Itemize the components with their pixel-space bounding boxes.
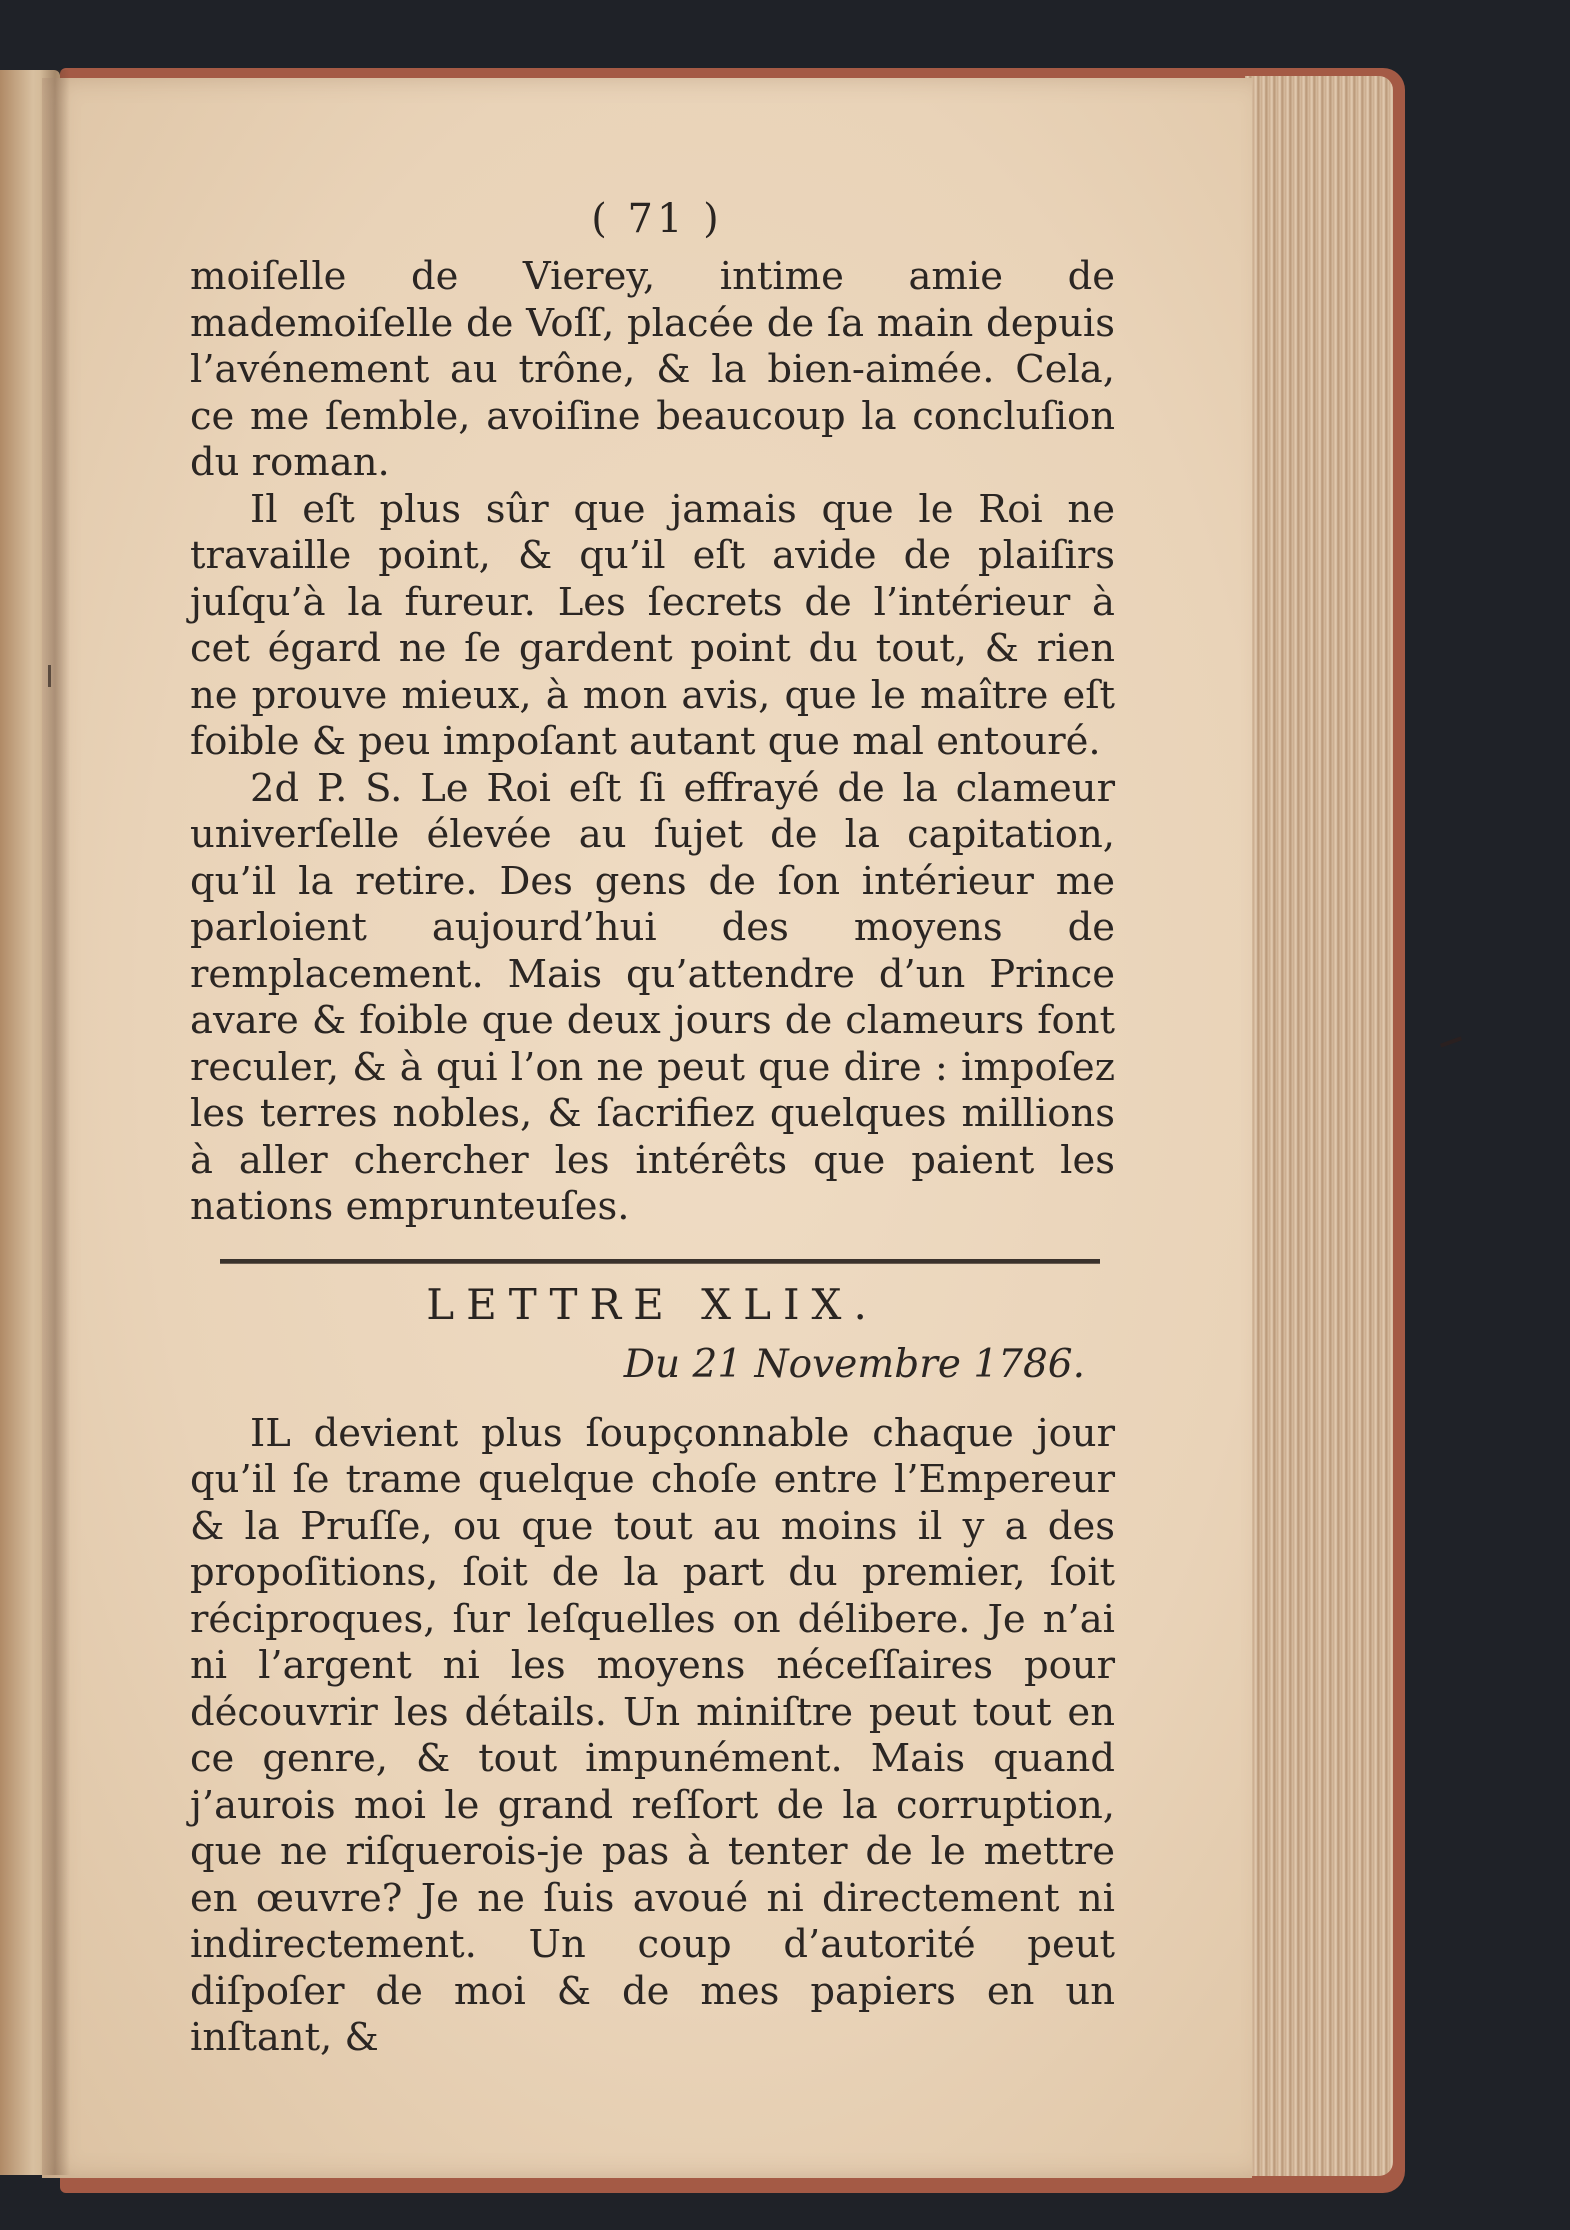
margin-mark: [48, 665, 51, 687]
paragraph-postscript: 2d P. S. Le Roi eſt ſi effrayé de la clameur univerſelle élevée au ſujet de la capitation, qu’il la retire. Des gens de ſon intérieur me parloient aujourd’hui des moyens de remplacement. Mais qu’attendre d’un Prince avare & foible que deux jours de clameurs font reculer, & à qui l’on ne peut que dire : impoſez les terres nobles, & ſacrifiez quelques millions à aller chercher les intérêts que paient les nations emprunteuſes.: [190, 765, 1115, 1229]
edge-mark: [1440, 1036, 1462, 1047]
letter-heading: LETTRE XLIX.: [426, 1279, 879, 1329]
paragraph-continued: moiſelle de Vierey, intime amie de mademoiſelle de Voſſ, placée de ſa main depuis l’avénement au trône, & la bien-aimée. Cela, ce me ſemble, avoiſine beaucoup la concluſion du roman.: [190, 254, 1115, 485]
letter-body: IL devient plus ſoupçonnable chaque jour qu’il ſe trame quelque choſe entre l’Empereur & la Pruſſe, ou que tout au moins il y a des propoſitions, ſoit de la part du premier, ſoit réciproques, ſur leſquelles on délibere. Je n’ai ni l’argent ni les moyens néceſſaires pour découvrir les détails. Un miniſtre peut tout en ce genre, & tout impunément. Mais quand j’aurois moi le grand reſſort de la corruption, que ne riſquerois-je pas à tenter de le mettre en œuvre? Je ne ſuis avoué ni directement ni indirectement. Un coup d’autorité peut diſpoſer de moi & de mes papiers en un inſtant, &: [190, 1410, 1115, 2060]
paragraph-roi: Il eſt plus sûr que jamais que le Roi ne travaille point, & qu’il eſt avide de plaiſirs juſqu’à la fureur. Les ſecrets de l’intérieur à cet égard ne ſe gardent point du tout, & rien ne prouve mieux, à mon avis, que le maître eſt foible & peu impoſant autant que mal entouré.: [190, 486, 1115, 764]
letter-date: Du 21 Novembre 1786.: [623, 1342, 1085, 1387]
text-block: [190, 254, 1115, 2062]
page-edges: [1245, 76, 1393, 2176]
spine-shadow: [40, 70, 70, 2175]
book-page: [42, 78, 1252, 2178]
page-number: ( 71 ): [591, 196, 723, 242]
section-divider: [220, 1259, 1100, 1264]
